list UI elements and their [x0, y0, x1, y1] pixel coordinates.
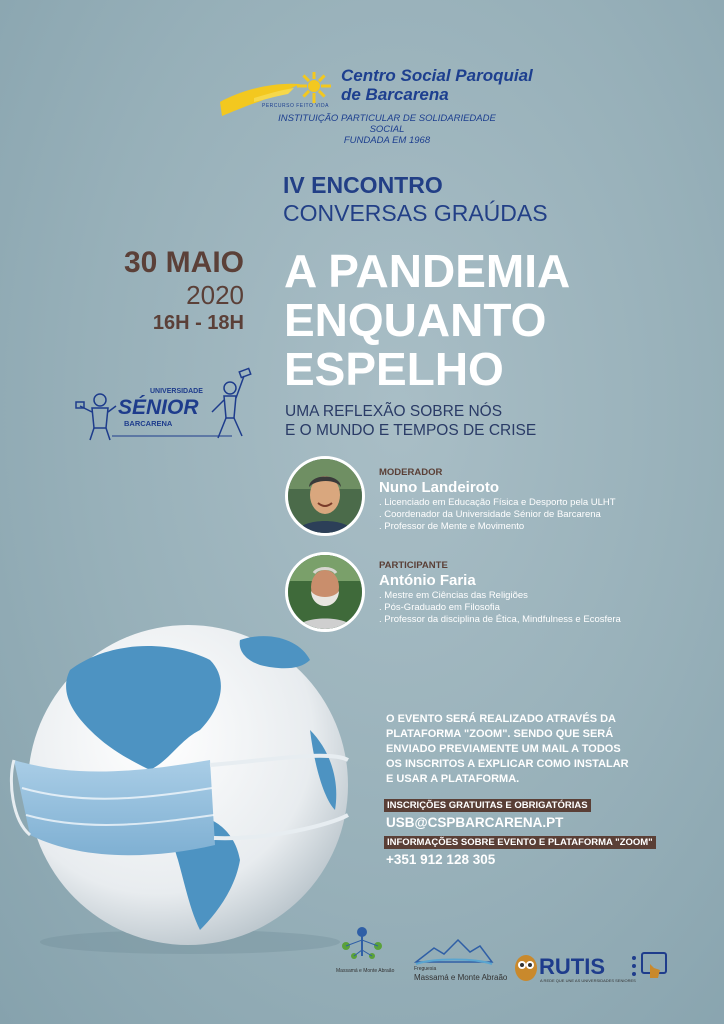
globe-with-mask-illustration — [0, 610, 370, 960]
event-info — [386, 712, 686, 787]
org-sub-line1: INSTITUIÇÃO PARTICULAR DE SOLIDARIEDADE SOCIAL — [278, 113, 496, 135]
us-logo-small: UNIVERSIDADE — [150, 388, 203, 395]
participant-bullet: . Pós-Graduado em Filosofia — [379, 602, 500, 613]
info-line: OS INSCRITOS A EXPLICAR COMO INSTALAR — [386, 758, 629, 770]
information-phone[interactable]: +351 912 128 305 — [386, 852, 496, 867]
date-block — [72, 246, 244, 336]
owl-icon — [513, 952, 539, 982]
us-logo-big: SÉNIOR — [118, 396, 199, 419]
info-line: E USAR A PLATAFORMA. — [386, 773, 520, 785]
footer-logo1-text: Massamá e Monte Abraão — [336, 968, 395, 974]
moderator-bullet: . Professor de Mente e Movimento — [379, 521, 525, 532]
us-logo-city: BARCARENA — [124, 419, 173, 428]
title-line-3: ESPELHO — [284, 343, 504, 395]
registration-email[interactable]: USB@CSPBARCARENA.PT — [386, 815, 564, 830]
junta-freguesia-tree-logo — [334, 926, 394, 968]
registration-tag: INSCRIÇÕES GRATUITAS E OBRIGATÓRIAS — [384, 799, 591, 812]
info-line: PLATAFORMA "ZOOM". SENDO QUE SERÁ — [386, 728, 614, 740]
org-name-line2: de Barcarena — [341, 85, 449, 104]
event-edition: IV ENCONTRO — [283, 172, 443, 198]
event-subtitle — [285, 402, 536, 440]
moderator-bullet: . Coordenador da Universidade Sénior de Barcarena — [379, 509, 601, 520]
moderator-name: Nuno Landeiroto — [379, 479, 499, 496]
info-line: ENVIADO PREVIAMENTE UM MAIL A TODOS — [386, 743, 621, 755]
csp-barcarena-logo — [218, 72, 338, 118]
organization-name — [341, 66, 533, 104]
footer-logo3-sub: A REDE QUE UNE AS UNIVERSIDADES SENIORES — [540, 978, 636, 983]
participant-bullet: . Mestre em Ciências das Religiões — [379, 590, 528, 601]
moderator-bullet: . Licenciado em Educação Física e Desporto pela ULHT — [379, 497, 616, 508]
footer-logo2-caption: Freguesia — [414, 966, 437, 972]
moderator-photo — [288, 459, 362, 533]
title-line-2: ENQUANTO — [284, 294, 547, 346]
information-tag: INFORMAÇÕES SOBRE EVENTO E PLATAFORMA "ZOOM" — [384, 836, 656, 849]
subtitle-line1: UMA REFLEXÃO SOBRE NÓS — [285, 403, 503, 420]
subtitle-line2: E O MUNDO E TEMPOS DE CRISE — [285, 422, 537, 439]
organization-motto: PERCURSO FEITO VIDA — [262, 103, 329, 109]
org-name-line1: Centro Social Paroquial — [341, 66, 533, 85]
title-line-1: A PANDEMIA — [284, 245, 571, 297]
moderator-role: MODERADOR — [379, 467, 443, 478]
participant-bullet: . Professor da disciplina de Ética, Mindfulness e Ecosfera — [379, 614, 621, 625]
moderator-bullets — [379, 497, 616, 533]
event-time: 16H - 18H — [152, 312, 244, 334]
organization-subtitle — [262, 113, 512, 146]
org-sub-line2: FUNDADA EM 1968 — [343, 135, 431, 146]
footer-logo3-text: RUTIS — [539, 954, 605, 979]
event-date-day: 30 MAIO — [123, 246, 244, 279]
freguesia-massama-logo — [414, 934, 494, 968]
footer-logo2-text: Massamá e Monte Abraão — [414, 973, 508, 982]
participant-role: PARTICIPANTE — [379, 560, 448, 571]
event-series: CONVERSAS GRAÚDAS — [283, 200, 548, 226]
participant-bullets — [379, 590, 621, 626]
moderator-avatar — [285, 456, 365, 536]
touchscreen-hand-icon — [628, 950, 670, 982]
event-title — [284, 247, 570, 394]
participant-name: António Faria — [379, 572, 476, 589]
info-line: O EVENTO SERÁ REALIZADO ATRAVÉS DA — [386, 713, 617, 725]
event-date-year: 2020 — [186, 280, 244, 310]
